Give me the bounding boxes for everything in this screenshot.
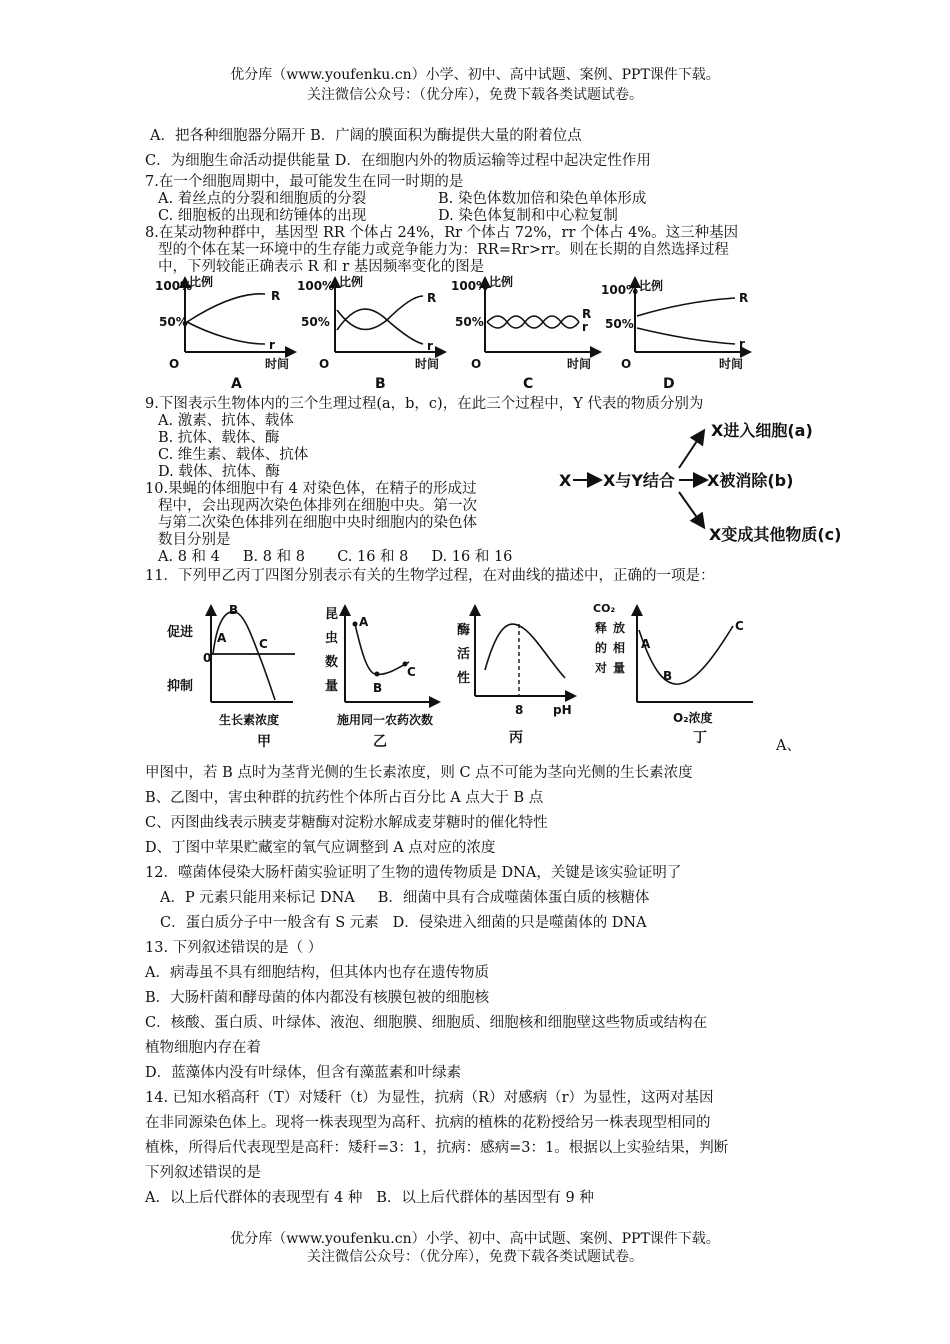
q9-diagram-xy: X与Y结合 xyxy=(603,471,675,490)
q8-d-label-r: r xyxy=(739,337,745,351)
q11-option-a: 甲图中，若 B 点时为茎背光侧的生长素浓度，则 C 点不可能为茎向光侧的生长素浓度 xyxy=(145,765,693,781)
q14-stem-line-4: 下列叙述错误的是 xyxy=(145,1165,261,1181)
q11-graph-ding xyxy=(593,602,753,746)
svg-text:C: C xyxy=(407,665,416,679)
q13-option-c-line-1: C．核酸、蛋白质、叶绿体、液泡、细胞膜、细胞质、细胞核和细胞壁这些物质或结构在 xyxy=(145,1015,708,1031)
q8-d-origin: O xyxy=(621,357,632,371)
q8-chart-b xyxy=(297,274,445,392)
q11-option-c: C、丙图曲线表示胰麦芽糖酶对淀粉水解成麦芽糖时的催化特性 xyxy=(145,815,548,831)
q8-chart-a xyxy=(155,274,295,392)
q8-b-y50: 50% xyxy=(301,315,330,329)
svg-text:的: 的 xyxy=(595,641,608,655)
q12-stem: 12．噬菌体侵染大肠杆菌实验证明了生物的遗传物质是 DNA，关键是该实验证明了 xyxy=(145,865,682,881)
q9-option-a: A. 激素、抗体、载体 xyxy=(158,413,294,429)
q8-c-ylabel: 比例 xyxy=(489,275,514,289)
q11-graph-bing xyxy=(456,606,575,746)
q11-option-b: B、乙图中，害虫种群的抗药性个体所占百分比 A 点大于 B 点 xyxy=(145,790,544,806)
svg-text:O₂浓度: O₂浓度 xyxy=(673,711,713,725)
header-line-1: 优分库（www.youfenku.cn）小学、初中、高中试题、案例、PPT课件下载。 xyxy=(230,67,720,83)
footer-line-1: 优分库（www.youfenku.cn）小学、初中、高中试题、案例、PPT课件下载。 xyxy=(230,1231,720,1247)
q11-graphs xyxy=(165,600,775,750)
q13-option-a: A．病毒虽不具有细胞结构，但其体内也存在遗传物质 xyxy=(145,965,489,981)
q8-d-y100: 100% xyxy=(601,283,639,297)
q8-c-y50: 50% xyxy=(455,315,484,329)
svg-text:对: 对 xyxy=(595,661,608,675)
q8-c-y100: 100% xyxy=(451,279,489,293)
q14-stem-line-1: 14. 已知水稻高秆（T）对矮秆（t）为显性，抗病（R）对感病（r）为显性，这两对基因 xyxy=(145,1090,714,1106)
svg-text:虫: 虫 xyxy=(325,631,339,646)
q8-a-panel-letter: A xyxy=(231,376,242,392)
q8-stem-line-1: 8.在某动物种群中，基因型 RR 个体占 24%，Rr 个体占 72%，rr 个体占 4%。这三种基因 xyxy=(145,225,739,241)
q7-option-d: D. 染色体复制和中心粒复制 xyxy=(438,208,618,224)
svg-text:pH: pH xyxy=(553,703,572,717)
svg-text:C: C xyxy=(735,619,744,633)
q13-option-d: D．蓝藻体内没有叶绿体，但含有藻蓝素和叶绿素 xyxy=(145,1065,462,1081)
svg-text:施用同一农药次数: 施用同一农药次数 xyxy=(337,713,434,727)
q9-option-c: C. 维生素、载体、抗体 xyxy=(158,447,309,463)
svg-text:乙: 乙 xyxy=(373,734,387,750)
q12-options-ab: A．P 元素只能用来标记 DNA B．细菌中具有合成噬菌体蛋白质的核糖体 xyxy=(160,890,650,906)
q8-a-curve-R xyxy=(187,294,265,322)
svg-text:8: 8 xyxy=(515,703,524,717)
svg-text:A: A xyxy=(217,631,227,645)
q8-c-xlabel: 时间 xyxy=(567,357,592,371)
svg-text:B: B xyxy=(663,669,673,683)
q8-frequency-charts xyxy=(155,272,775,394)
q9-diagram-c: X变成其他物质(c) xyxy=(709,525,842,544)
q8-a-y100: 100% xyxy=(155,279,193,293)
svg-text:丙: 丙 xyxy=(509,730,523,746)
q8-a-origin: O xyxy=(169,357,180,371)
q8-chart-d xyxy=(601,278,750,392)
q9-option-d: D. 载体、抗体、酶 xyxy=(158,464,280,480)
svg-text:C: C xyxy=(259,637,268,651)
footer-line-2: 关注微信公众号：（优分库），免费下载各类试题试卷。 xyxy=(307,1249,643,1265)
svg-text:酶: 酶 xyxy=(457,623,471,638)
q13-option-c-line-2: 植物细胞内存在着 xyxy=(145,1040,261,1056)
svg-text:活: 活 xyxy=(457,647,471,662)
q8-a-label-r: r xyxy=(269,338,275,352)
q8-c-origin: O xyxy=(471,357,482,371)
q9-diagram-b: X被消除(b) xyxy=(707,471,794,490)
q9-diagram-a: X进入细胞(a) xyxy=(711,421,813,440)
svg-text:A: A xyxy=(641,637,651,651)
q10-stem-line-4: 数目分别是 xyxy=(158,532,231,548)
q8-d-y50: 50% xyxy=(605,317,634,331)
q8-b-y100: 100% xyxy=(297,279,335,293)
q13-stem: 13. 下列叙述错误的是（ ） xyxy=(145,940,323,956)
q10-stem-line-3: 与第二次染色体排列在细胞中央时细胞内的染色体 xyxy=(158,515,477,531)
q11-stem: 11．下列甲乙丙丁四图分别表示有关的生物学过程，在对曲线的描述中，正确的一项是： xyxy=(145,568,715,584)
header-line-2: 关注微信公众号：（优分库），免费下载各类试题试卷。 xyxy=(307,87,643,103)
q11-option-d: D、丁图中苹果贮藏室的氧气应调整到 A 点对应的浓度 xyxy=(145,840,496,856)
q10-stem-line-2: 程中，会出现两次染色体排列在细胞中央。第一次 xyxy=(158,498,477,514)
q8-b-panel-letter: B xyxy=(375,376,386,392)
svg-text:0: 0 xyxy=(203,651,212,665)
q6-option-line-2: C．为细胞生命活动提供能量 D．在细胞内外的物质运输等过程中起决定性作用 xyxy=(145,153,651,169)
svg-text:抑制: 抑制 xyxy=(167,679,194,694)
q8-a-xlabel: 时间 xyxy=(265,357,290,371)
q8-b-origin: O xyxy=(319,357,330,371)
svg-text:甲: 甲 xyxy=(257,734,271,750)
q9-stem: 9.下图表示生物体内的三个生理过程(a，b，c)，在此三个过程中，Y 代表的物质分别为 xyxy=(145,396,704,412)
q8-d-label-R: R xyxy=(739,291,749,305)
q8-a-label-R: R xyxy=(271,289,281,303)
q8-c-label-R: R xyxy=(582,307,592,321)
q14-options-ab: A．以上后代群体的表现型有 4 种 B．以上后代群体的基因型有 9 种 xyxy=(145,1190,594,1206)
q8-c-label-r: r xyxy=(582,320,588,334)
q9-option-b: B. 抗体、载体、酶 xyxy=(158,430,280,446)
svg-text:量: 量 xyxy=(613,661,626,675)
q8-d-panel-letter: D xyxy=(663,376,675,392)
q8-b-label-r: r xyxy=(427,339,433,353)
q9-diagram-x: X xyxy=(559,471,572,490)
q13-option-b: B．大肠杆菌和酵母菌的体内都没有核膜包被的细胞核 xyxy=(145,990,490,1006)
q8-c-panel-letter: C xyxy=(523,376,534,392)
svg-text:B: B xyxy=(373,681,383,695)
q14-stem-line-3: 植株，所得后代表现型是高秆：矮秆=3：1，抗病：感病=3：1。根据以上实验结果，判断 xyxy=(145,1140,729,1156)
svg-text:A: A xyxy=(359,615,369,629)
q8-a-curve-r xyxy=(187,322,265,344)
q11-graph-yi xyxy=(325,606,439,750)
q7-option-b: B. 染色体数加倍和染色单体形成 xyxy=(438,191,647,207)
q8-chart-c xyxy=(451,274,600,392)
q14-stem-line-2: 在非同源染色体上。现将一株表现型为高秆、抗病的植株的花粉授给另一株表现型相同的 xyxy=(145,1115,711,1131)
q7-stem: 7.在一个细胞周期中，最可能发生在同一时期的是 xyxy=(145,174,464,190)
svg-text:生长素浓度: 生长素浓度 xyxy=(219,713,280,727)
q11-option-a-label: A、 xyxy=(776,738,801,754)
q8-stem-line-3: 中，下列较能正确表示 R 和 r 基因频率变化的图是 xyxy=(158,259,485,275)
q8-b-xlabel: 时间 xyxy=(415,357,440,371)
svg-text:促进: 促进 xyxy=(167,625,194,640)
svg-text:释: 释 xyxy=(595,621,608,635)
q9-process-diagram xyxy=(555,412,865,552)
svg-text:昆: 昆 xyxy=(325,607,339,622)
svg-text:放: 放 xyxy=(613,621,626,635)
q8-d-xlabel: 时间 xyxy=(719,357,744,371)
q8-b-label-R: R xyxy=(427,291,437,305)
svg-text:数: 数 xyxy=(325,655,339,670)
svg-text:性: 性 xyxy=(457,671,471,686)
q10-stem-line-1: 10.果蝇的体细胞中有 4 对染色体，在精子的形成过 xyxy=(145,481,477,497)
svg-text:量: 量 xyxy=(325,679,339,694)
q8-d-ylabel: 比例 xyxy=(639,279,664,293)
svg-text:相: 相 xyxy=(613,641,626,655)
q11-graph-jia xyxy=(167,603,295,750)
q8-a-y50: 50% xyxy=(159,315,188,329)
q12-options-cd: C．蛋白质分子中一般含有 S 元素 D．侵染进入细菌的只是噬菌体的 DNA xyxy=(160,915,647,931)
q8-a-ylabel: 比例 xyxy=(189,275,214,289)
q8-stem-line-2: 型的个体在某一环境中的生存能力或竞争能力为：RR=Rr>rr。则在长期的自然选择过程 xyxy=(158,242,729,258)
q7-option-c: C. 细胞板的出现和纺锤体的出现 xyxy=(158,208,367,224)
q10-options: A. 8 和 4 B. 8 和 8 C. 16 和 8 D. 16 和 16 xyxy=(158,549,513,565)
q8-b-ylabel: 比例 xyxy=(339,275,364,289)
svg-text:B: B xyxy=(229,603,239,617)
q7-option-a: A. 着丝点的分裂和细胞质的分裂 xyxy=(158,191,367,207)
svg-text:丁: 丁 xyxy=(693,730,707,746)
svg-text:CO₂: CO₂ xyxy=(593,602,616,615)
q6-option-line-1: A．把各种细胞器分隔开 B．广阔的膜面积为酶提供大量的附着位点 xyxy=(150,128,582,144)
